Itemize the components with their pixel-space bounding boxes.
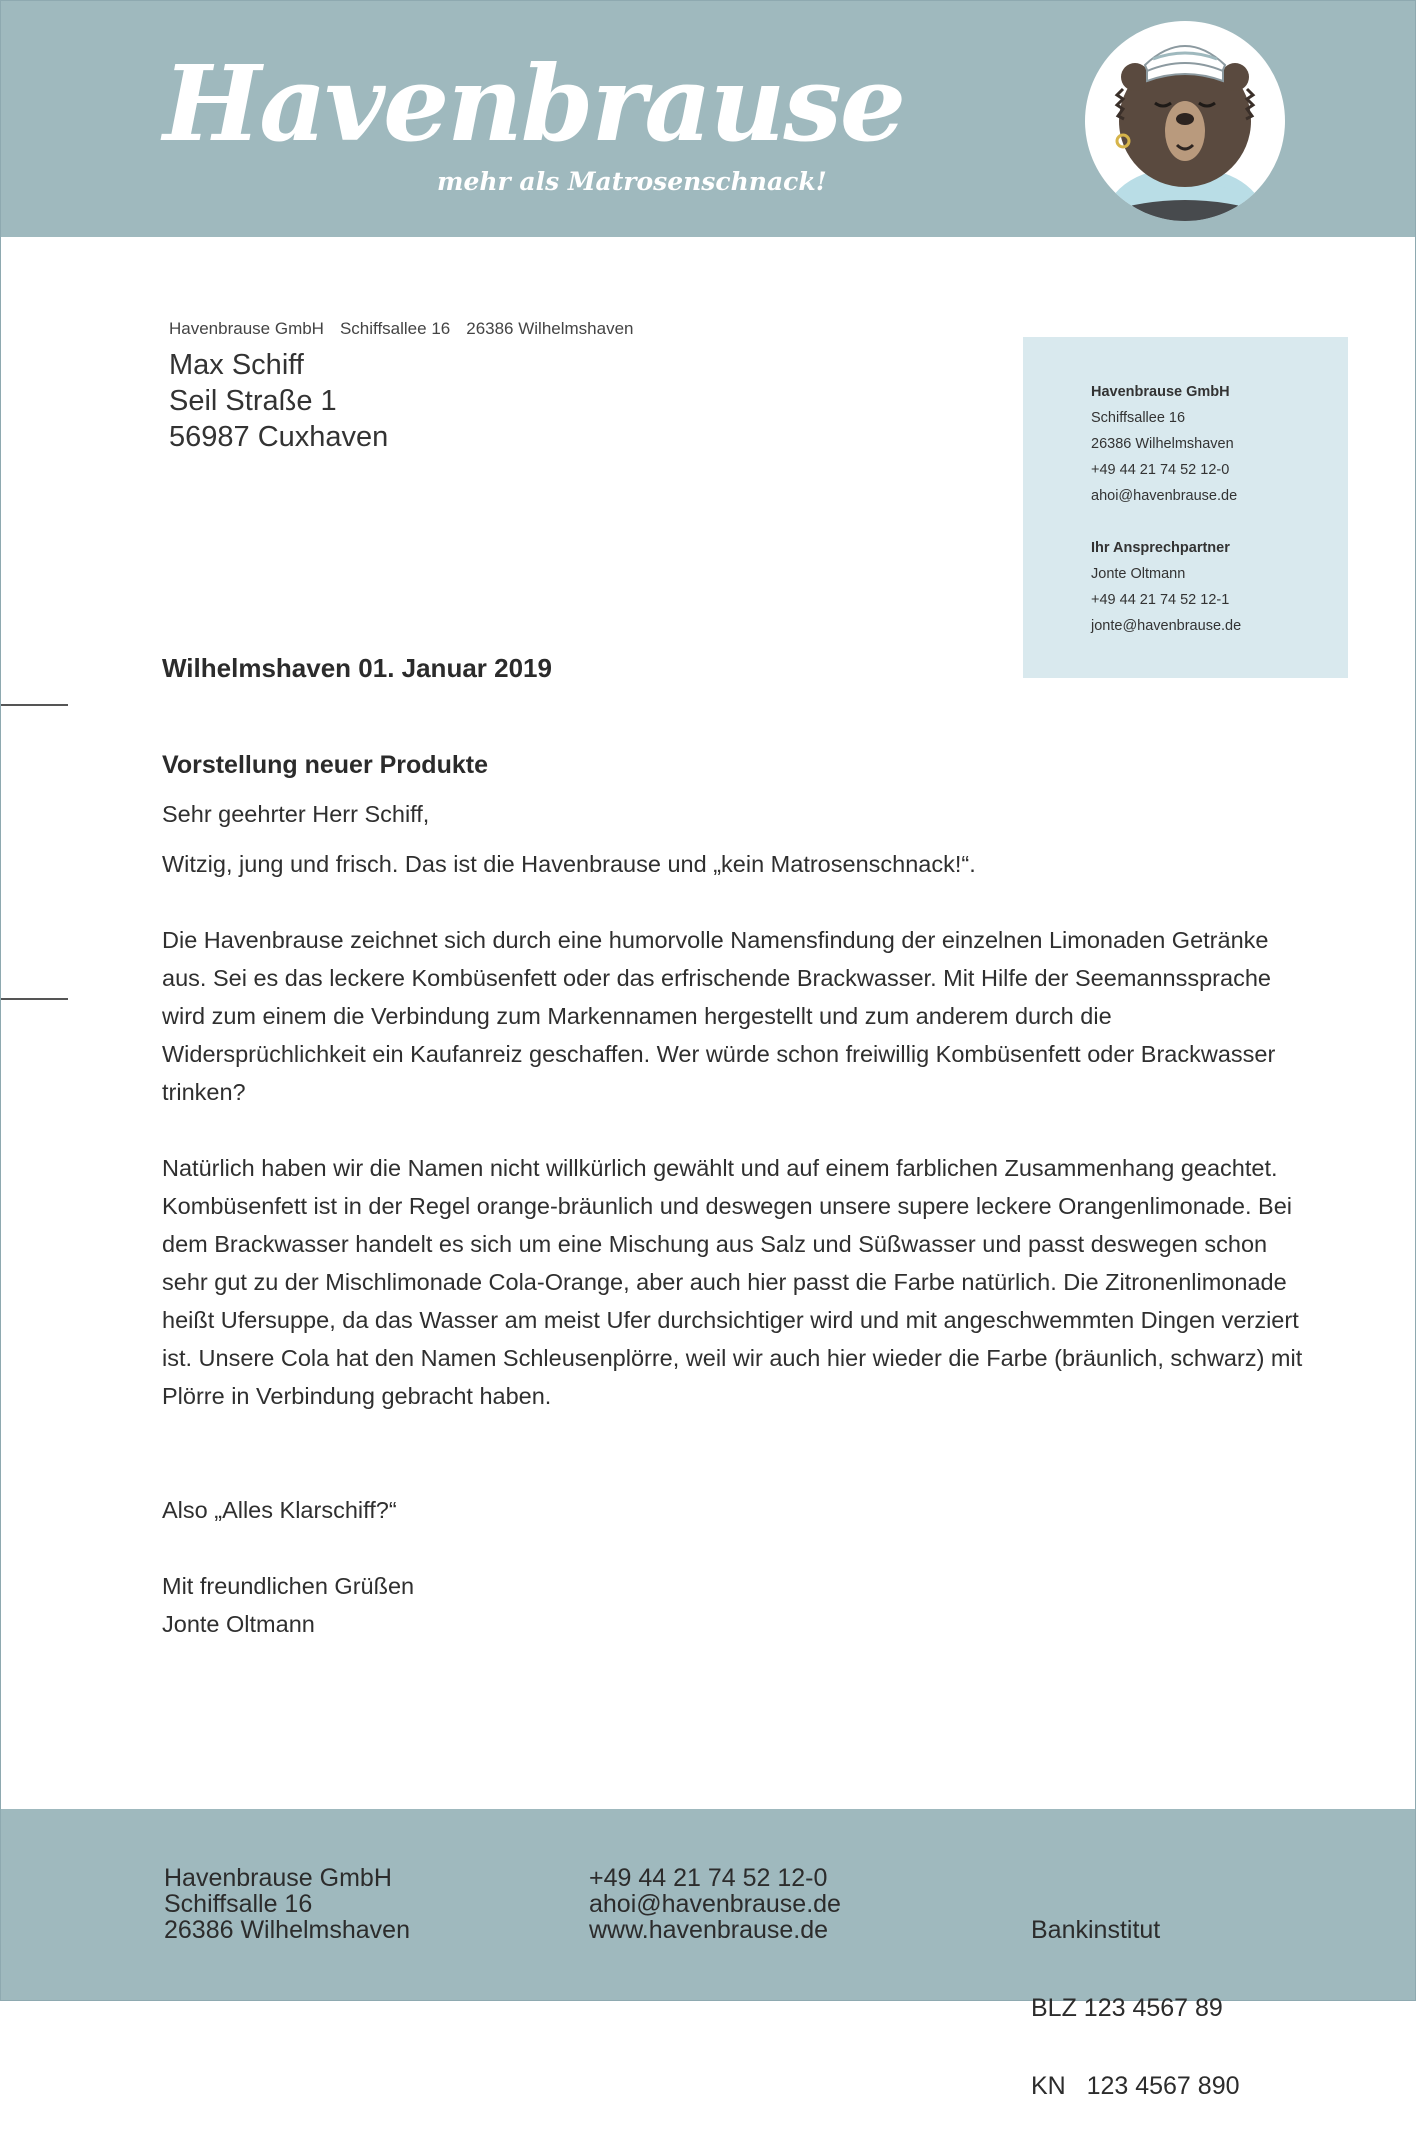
fold-mark-bottom [1, 998, 68, 1000]
info-street: Schiffsallee 16 [1091, 410, 1186, 426]
footer-address [164, 1865, 410, 1943]
letter-subject: Vorstellung neuer Produkte [162, 751, 488, 779]
paragraph-1: Die Havenbrause zeichnet sich durch eine humorvolle Namensfindung der einzelnen Limonaden Getränke aus. Sei es das leckere Kombüsenfett oder das erfrischende Brackwasser. Mit Hilfe der Seemannssprache wird zum einem die Verbindung zum Markennamen hergestellt und zum anderem durch die Widersprüchlichkeit ein Kaufanreiz geschaffen. Wer würde schon freiwillig Kombüsenfett oder Brackwasser trinken? [162, 927, 1276, 1105]
footer-website: www.havenbrause.de [589, 1916, 829, 1944]
info-contact-name: Jonte Oltmann [1091, 566, 1186, 582]
intro-line: Witzig, jung und frisch. Das ist die Havenbrause und „kein Matrosenschnack!“. [162, 851, 976, 877]
footer-blz: BLZ 123 4567 89 [1031, 1994, 1223, 2022]
letter-body [162, 795, 1312, 1643]
info-city: 26386 Wilhelmshaven [1091, 436, 1234, 452]
footer-city: 26386 Wilhelmshaven [164, 1916, 410, 1944]
footer-street: Schiffsalle 16 [164, 1890, 313, 1918]
recipient-address [169, 347, 388, 455]
sender-return-line [169, 319, 650, 339]
letterhead [1, 1, 1415, 237]
footer-bank-name: Bankinstitut [1031, 1916, 1161, 1944]
letter-footer [1, 1809, 1415, 2100]
contact-info-box [1023, 337, 1348, 678]
footer-phone: +49 44 21 74 52 12-0 [589, 1864, 828, 1892]
recipient-city: 56987 Cuxhaven [169, 421, 389, 453]
sender-company: Havenbrause GmbH [169, 319, 324, 338]
brand-tagline: mehr als Matrosenschnack! [437, 167, 827, 196]
info-phone: +49 44 21 74 52 12-0 [1091, 462, 1230, 478]
footer-account: KN 123 4567 890 [1031, 2072, 1240, 2100]
info-contact-phone: +49 44 21 74 52 12-1 [1091, 592, 1230, 608]
recipient-street: Seil Straße 1 [169, 385, 337, 417]
footer-contact [589, 1865, 841, 1943]
brand-logo-text: Havenbrause [163, 42, 905, 165]
salutation: Sehr geehrter Herr Schiff, [162, 801, 430, 827]
recipient-name: Max Schiff [169, 349, 304, 381]
info-contact-email: jonte@havenbrause.de [1091, 618, 1242, 634]
info-company: Havenbrause GmbH [1091, 384, 1230, 400]
sender-street: Schiffsallee 16 [339, 319, 451, 338]
footer-email: ahoi@havenbrause.de [589, 1890, 841, 1918]
letter-date: Wilhelmshaven 01. Januar 2019 [162, 653, 552, 683]
footer-company: Havenbrause GmbH [164, 1864, 392, 1892]
footer-bank [1031, 1865, 1240, 2151]
fold-mark-top [1, 704, 68, 706]
info-email: ahoi@havenbrause.de [1091, 488, 1238, 504]
paragraph-2: Natürlich haben wir die Namen nicht willkürlich gewählt und auf einem farblichen Zusammenhang geachtet. Kombüsenfett ist in der Regel orange-bräunlich und deswegen unsere supere leckere Orangenlimonade. Bei dem Brackwasser handelt es sich um eine Mischung aus Salz und Süßwasser und passt deswegen schon sehr gut zu der Mischlimonade Cola-Orange, aber auch hier passt die Farbe natürlich. Die Zitronenlimonade heißt Ufersuppe, da das Wasser am meist Ufer durchsichtiger wird und mit angeschwemmten Dingen verziert ist. Unsere Cola hat den Namen Schleusenplörre, weil wir auch hier wieder die Farbe (bräunlich, schwarz) mit Plörre in Verbindung gebracht haben. [162, 1155, 1303, 1409]
info-contact-heading: Ihr Ansprechpartner [1091, 540, 1230, 556]
sender-city: 26386 Wilhelmshaven [466, 319, 634, 338]
closing-question: Also „Alles Klarschiff?“ [162, 1497, 397, 1523]
closing-greeting: Mit freundlichen Grüßen [162, 1573, 415, 1599]
signature-name: Jonte Oltmann [162, 1611, 315, 1637]
sailor-bear-icon [1083, 19, 1287, 223]
